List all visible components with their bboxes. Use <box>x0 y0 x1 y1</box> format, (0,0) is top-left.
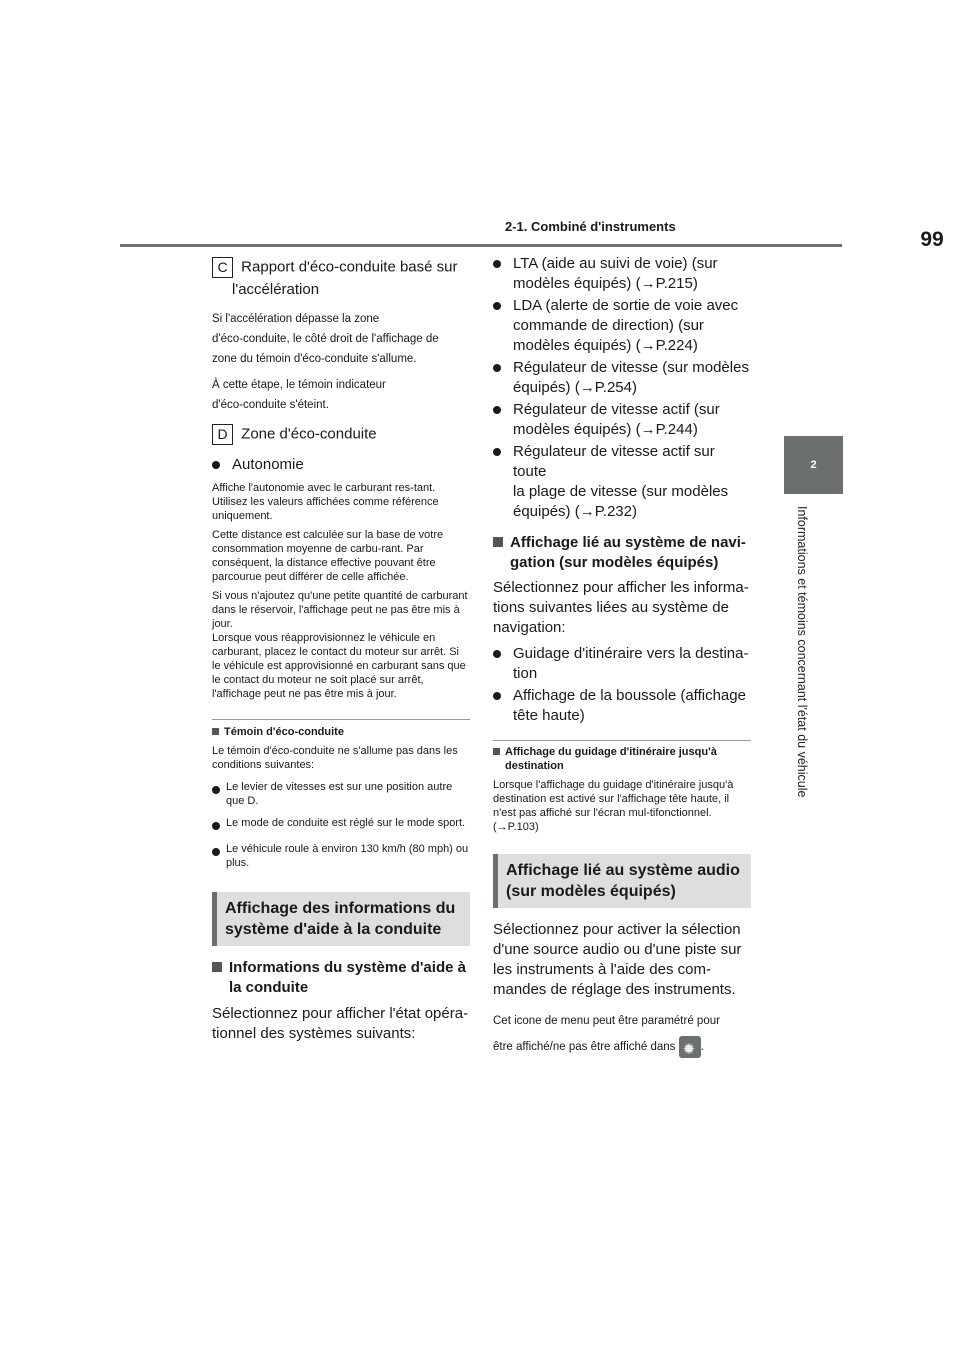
system-bullet-active-cruise <box>493 400 751 440</box>
text-line: équipés) (→P.254) <box>513 379 637 396</box>
bullet-icon <box>493 686 513 726</box>
c-item-title <box>212 257 470 278</box>
text-line: Affichage de la boussole (affichage <box>513 687 746 704</box>
text-line: Cet icone de menu peut être paramétré pour <box>493 1015 720 1027</box>
text-line: Sélectionnez pour afficher les informa- <box>493 579 749 596</box>
square-bullet-icon <box>212 962 222 972</box>
text-line: Sélectionnez pour afficher l'état opéra- <box>212 1005 469 1022</box>
bullet-icon <box>212 816 226 834</box>
nav-bullet-compass <box>493 686 751 726</box>
text-line: tion <box>513 665 538 682</box>
autonomie-label: Autonomie <box>232 456 304 473</box>
text-line: Régulateur de vitesse actif (sur <box>513 401 720 418</box>
divider <box>493 740 751 741</box>
bullet-icon <box>493 644 513 684</box>
nav-bullet-route <box>493 644 751 684</box>
autonomie-p1: Affiche l'autonomie avec le carburant res-tant. Utilisez les valeurs affichées comme référence uniquement. <box>212 482 439 522</box>
text-line: . <box>700 1041 704 1053</box>
info-paragraph <box>212 1004 470 1044</box>
bullet-text: Le mode de conduite est réglé sur le mode sport. <box>226 817 466 829</box>
guidance-title <box>493 745 751 773</box>
left-column <box>212 257 470 1044</box>
d-letter: D <box>212 424 233 445</box>
chapter-tab: 2 <box>784 436 843 494</box>
autonomie-p4: Lorsque vous réapprovisionnez le véhicule en carburant, placez le contact du moteur sur arrêt. Si le véhicule est approvisionné en carburant sans que le contact du moteur ne soit placé sur arrêt, l'affichage peut ne pas être mis à jour. <box>212 632 466 700</box>
text-line: d'éco-conduite s'éteint. <box>212 399 329 411</box>
text-line: d'éco-conduite, le côté droit de l'affichage de <box>212 333 439 345</box>
bullet-icon <box>212 842 226 870</box>
text-line: LTA (aide au suivi de voie) (sur <box>513 255 718 272</box>
text-line: tions suivantes liées au système de <box>493 599 729 616</box>
section-heading-audio <box>493 854 751 908</box>
guidance-title-text: Affichage du guidage d'itinéraire jusqu'à destination <box>505 746 717 772</box>
text-line: Sélectionnez pour activer la sélection <box>493 921 741 938</box>
autonomie-p2: Cette distance est calculée sur la base de votre consommation moyenne de carbu-rant. Par conséquent, la distance effective pouvant être parcourue peut différer de celle affichée. <box>212 529 444 583</box>
system-bullet-lda <box>493 296 751 356</box>
chapter-title: Informations et témoins concernant l'état du véhicule <box>795 506 809 798</box>
right-column <box>493 254 751 1060</box>
c-title-line2: l'accélération <box>232 281 320 298</box>
nav-paragraph <box>493 578 751 638</box>
bullet-icon <box>493 400 513 440</box>
audio-paragraph <box>493 920 751 1000</box>
d-title: Zone d'éco-conduite <box>241 425 377 443</box>
page-number: 99 <box>920 228 944 251</box>
d-item-title <box>212 424 470 445</box>
text-line: être affiché/ne pas être affiché dans <box>493 1041 676 1053</box>
heading-line: gation (sur modèles équipés) <box>510 554 719 571</box>
temoin-bullet-2 <box>212 816 470 834</box>
text-line: Si l'accélération dépasse la zone <box>212 313 380 325</box>
audio-note <box>493 1008 751 1060</box>
header-rule <box>120 244 842 247</box>
temoin-title <box>212 725 470 739</box>
text-line: Régulateur de vitesse actif sur toute <box>513 443 715 480</box>
bullet-icon <box>212 780 226 808</box>
text-line: modèles équipés) (→P.215) <box>513 275 698 292</box>
text-line: commande de direction) (sur <box>513 317 704 334</box>
text-line: modèles équipés) (→P.224) <box>513 337 698 354</box>
square-bullet-icon <box>493 537 503 547</box>
section-heading-driving-aid <box>212 892 470 946</box>
settings-gear-icon <box>679 1036 701 1058</box>
temoin-paragraph: Le témoin d'éco-conduite ne s'allume pas dans les conditions suivantes: <box>212 745 458 771</box>
bullet-icon <box>493 358 513 398</box>
text-line: modèles équipés) (→P.244) <box>513 421 698 438</box>
text-line: zone du témoin d'éco-conduite s'allume. <box>212 353 417 365</box>
autonomie-p3: Si vous n'ajoutez qu'une petite quantité de carburant dans le réservoir, l'affichage peut ne pas être mis à jour. <box>212 590 468 630</box>
bullet-icon <box>212 455 232 475</box>
heading-line: Informations du système d'aide à <box>229 959 466 976</box>
system-bullet-lta <box>493 254 751 294</box>
text-line: d'une source audio ou d'une piste sur <box>493 941 742 958</box>
temoin-title-text: Témoin d'éco-conduite <box>224 726 344 738</box>
bullet-icon <box>493 296 513 356</box>
c-paragraph-2 <box>212 375 470 415</box>
heading-line: la conduite <box>229 979 309 996</box>
text-line: Guidage d'itinéraire vers la destina- <box>513 645 749 662</box>
system-bullet-full-range-cruise <box>493 442 751 522</box>
text-line: la plage de vitesse (sur modèles <box>513 483 729 500</box>
text-line: mandes de réglage des instruments. <box>493 981 736 998</box>
text-line: tionnel des systèmes suivants: <box>212 1025 416 1042</box>
divider <box>212 719 470 720</box>
guidance-paragraph: Lorsque l'affichage du guidage d'itinéraire jusqu'à destination est activé sur l'affichage tête haute, il n'est pas affiché sur l'écran mul-tifonctionnel. (→P.103) <box>493 779 734 833</box>
nav-subheading <box>493 533 751 573</box>
text-line: navigation: <box>493 619 566 636</box>
c-paragraph-1 <box>212 309 470 369</box>
c-letter: C <box>212 257 233 278</box>
heading-line: Affichage des informations du <box>225 900 456 917</box>
text-line: LDA (alerte de sortie de voie avec <box>513 297 739 314</box>
text-line: À cette étape, le témoin indicateur <box>212 379 386 391</box>
heading-line: système d'aide à la conduite <box>225 921 442 938</box>
bullet-text: Le levier de vitesses est sur une position autre que D. <box>226 781 453 807</box>
square-bullet-icon <box>493 748 500 755</box>
text-line: les instruments à l'aide des com- <box>493 961 711 978</box>
system-bullet-cruise <box>493 358 751 398</box>
text-line: tête haute) <box>513 707 585 724</box>
heading-line: Affichage lié au système de navi- <box>510 534 746 551</box>
bullet-icon <box>493 254 513 294</box>
c-title-line1: Rapport d'éco-conduite basé sur <box>241 258 458 276</box>
text-line: Régulateur de vitesse (sur modèles <box>513 359 749 376</box>
temoin-bullet-3 <box>212 842 470 870</box>
bullet-text: Le véhicule roule à environ 130 km/h (80 mph) ou plus. <box>226 843 469 869</box>
autonomie-item <box>212 455 470 475</box>
heading-line: Affichage lié au système audio <box>506 862 740 879</box>
temoin-bullet-1 <box>212 780 470 808</box>
info-subheading <box>212 958 470 998</box>
text-line: équipés) (→P.232) <box>513 503 637 520</box>
square-bullet-icon <box>212 728 219 735</box>
heading-line: (sur modèles équipés) <box>506 883 676 900</box>
section-title: 2-1. Combiné d'instruments <box>505 219 676 234</box>
bullet-icon <box>493 442 513 522</box>
